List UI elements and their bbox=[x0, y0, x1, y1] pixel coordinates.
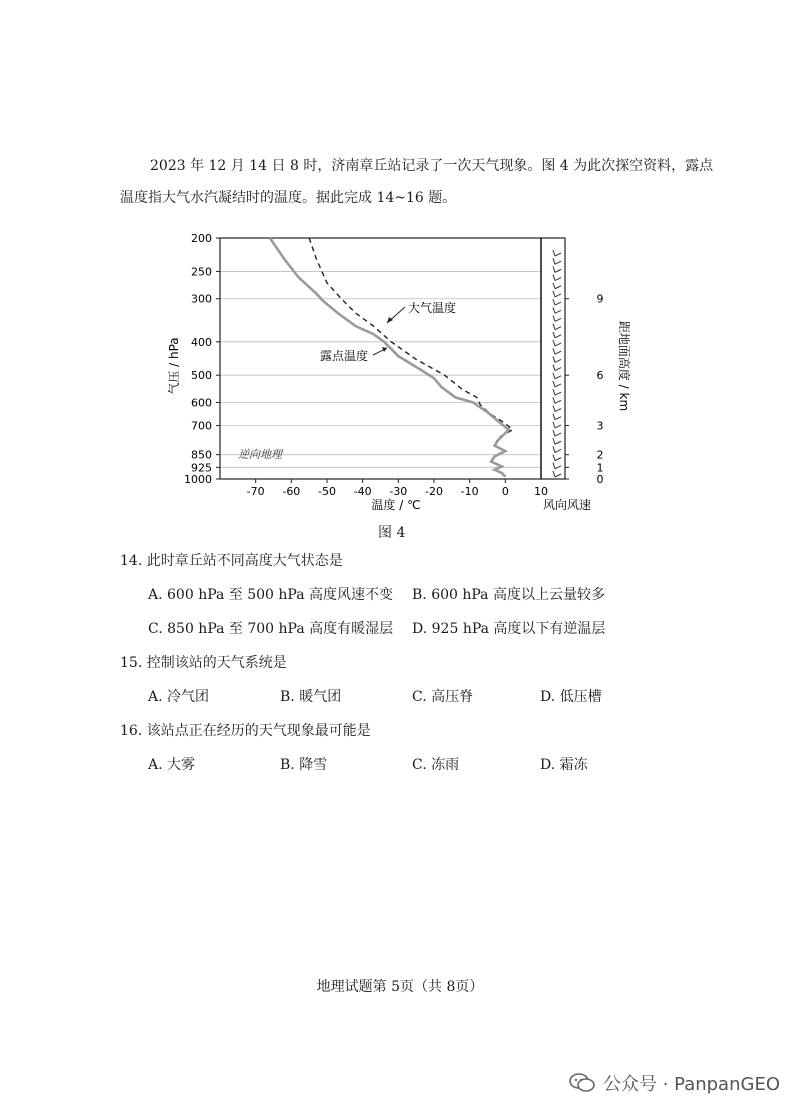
wind-barb-flag bbox=[555, 310, 561, 313]
x-tick-label: -50 bbox=[318, 485, 336, 498]
x-tick-label: -70 bbox=[246, 485, 265, 498]
y-tick-label: 400 bbox=[191, 335, 212, 349]
x-tick-layer bbox=[247, 479, 509, 498]
wind-barb-flag bbox=[555, 335, 561, 338]
wind-barb-flag bbox=[555, 417, 561, 420]
option-letter: B. bbox=[280, 689, 295, 705]
wind-barb-staff bbox=[553, 258, 555, 264]
watermark bbox=[569, 1070, 780, 1096]
wind-barb-staff bbox=[553, 430, 555, 436]
wind-barb-staff bbox=[553, 397, 555, 403]
wind-barb bbox=[553, 332, 561, 338]
height-tick-label: 3 bbox=[596, 419, 604, 433]
wind-barb-flag bbox=[555, 286, 561, 289]
wind-barb-staff bbox=[553, 438, 555, 444]
wind-barb-flag bbox=[555, 449, 561, 452]
wind-barb bbox=[553, 455, 561, 461]
series-dewpoint bbox=[270, 238, 509, 477]
wind-barb-flag bbox=[555, 294, 561, 297]
question-number: 15. bbox=[120, 655, 143, 671]
label-dewpoint: 露点温度 bbox=[320, 349, 369, 363]
wind-barb-staff bbox=[553, 340, 555, 346]
y-tick-label: 300 bbox=[191, 292, 212, 306]
figure-caption: 图 4 bbox=[378, 525, 406, 541]
wind-barb-flag bbox=[555, 368, 561, 371]
wind-barb bbox=[553, 275, 561, 281]
x-tick-label: -60 bbox=[282, 485, 301, 498]
height-tick-label: 0 bbox=[596, 473, 604, 486]
wind-barb-staff bbox=[553, 275, 555, 281]
wind-barb bbox=[553, 406, 561, 412]
y-tick-label: 925 bbox=[191, 461, 212, 475]
wind-barb-flag bbox=[555, 302, 561, 305]
wind-barb-staff bbox=[553, 307, 555, 313]
option-letter: C. bbox=[148, 621, 163, 637]
wind-barb bbox=[553, 315, 561, 321]
wind-barb bbox=[553, 250, 561, 256]
q15-option-d[interactable] bbox=[540, 686, 602, 706]
wind-barb-flag bbox=[555, 458, 561, 461]
question-15-stem bbox=[120, 652, 287, 672]
wind-barb-staff bbox=[553, 365, 555, 371]
option-letter: B. bbox=[412, 587, 427, 603]
wind-barb bbox=[553, 471, 561, 477]
q14-option-d[interactable] bbox=[412, 618, 605, 638]
q16-option-b[interactable] bbox=[280, 754, 327, 774]
wind-barb-staff bbox=[553, 381, 555, 387]
wind-barb-flag bbox=[555, 351, 561, 354]
wind-barb-flag bbox=[555, 425, 561, 428]
plot-frame bbox=[220, 238, 541, 479]
option-text: 高压脊 bbox=[431, 689, 474, 705]
q15-option-b[interactable] bbox=[280, 686, 341, 706]
wind-barb-staff bbox=[553, 315, 555, 321]
y-tick-label: 200 bbox=[191, 232, 212, 245]
option-text: 霜冻 bbox=[559, 757, 588, 773]
option-text: 600 hPa 至 500 hPa 高度风速不变 bbox=[167, 587, 394, 603]
option-letter: A. bbox=[148, 689, 163, 705]
q15-option-a[interactable] bbox=[148, 686, 209, 706]
wind-barb-flag bbox=[555, 409, 561, 412]
wind-barb-staff bbox=[553, 266, 555, 272]
option-letter: C. bbox=[412, 689, 427, 705]
wind-barb-staff bbox=[553, 446, 555, 452]
wind-barb-flag bbox=[555, 433, 561, 436]
option-text: 925 hPa 高度以下有逆温层 bbox=[431, 621, 606, 637]
wind-barb-staff bbox=[553, 348, 555, 354]
wind-barb bbox=[553, 340, 561, 346]
q15-option-c[interactable] bbox=[412, 686, 473, 706]
wind-barb-flag bbox=[555, 253, 561, 256]
y-tick-label: 250 bbox=[191, 265, 212, 279]
question-text: 此时章丘站不同高度大气状态是 bbox=[146, 553, 343, 569]
wind-barb bbox=[553, 365, 561, 371]
option-text: 600 hPa 高度以上云量较多 bbox=[431, 587, 605, 603]
x-axis-label: 温度 / ℃ bbox=[371, 498, 421, 512]
wind-barb-flag bbox=[555, 384, 561, 387]
wind-barb bbox=[553, 291, 561, 297]
wind-barb bbox=[553, 324, 561, 330]
wind-barb-staff bbox=[553, 250, 555, 256]
y-tick-layer bbox=[184, 232, 220, 486]
wind-barb-staff bbox=[553, 463, 555, 469]
option-letter: D. bbox=[540, 757, 556, 773]
wind-barb-flag bbox=[555, 343, 561, 346]
wind-barb-flag bbox=[555, 400, 561, 403]
x-tick-label: -10 bbox=[460, 485, 479, 498]
wind-barb-flag bbox=[555, 441, 561, 444]
option-text: 低压槽 bbox=[559, 689, 602, 705]
x-tick-label: -40 bbox=[353, 485, 372, 498]
wind-barb bbox=[553, 438, 561, 444]
wind-barb-flag bbox=[555, 474, 561, 477]
option-text: 冷气团 bbox=[167, 689, 210, 705]
wind-barb-staff bbox=[553, 356, 555, 362]
wind-barb bbox=[553, 446, 561, 452]
y-tick-label: 600 bbox=[191, 396, 212, 410]
wind-barb-flag bbox=[555, 327, 561, 330]
wind-barb-flag bbox=[555, 318, 561, 321]
question-number: 14. bbox=[120, 553, 143, 569]
wind-barb-layer bbox=[553, 250, 561, 477]
wind-barb bbox=[553, 299, 561, 305]
wind-barb-flag bbox=[555, 359, 561, 362]
wind-barb bbox=[553, 397, 561, 403]
q14-option-b[interactable] bbox=[412, 584, 605, 604]
height-tick-label: 6 bbox=[596, 369, 604, 383]
height-axis-label: 距地面高度 / km bbox=[617, 320, 631, 412]
option-letter: D. bbox=[412, 621, 428, 637]
q16-option-a[interactable] bbox=[148, 754, 195, 774]
wind-barb-staff bbox=[553, 291, 555, 297]
wind-panel-label: 风向风速 bbox=[542, 498, 592, 512]
option-letter: C. bbox=[412, 757, 427, 773]
question-text: 控制该站的天气系统是 bbox=[146, 655, 287, 671]
sounding-chart bbox=[160, 224, 640, 516]
height-tick-label: 1 bbox=[596, 461, 604, 475]
wind-barb-flag bbox=[555, 392, 561, 395]
wind-barb bbox=[553, 266, 561, 272]
q16-option-c[interactable] bbox=[412, 754, 459, 774]
wind-barb-staff bbox=[553, 406, 555, 412]
option-letter: D. bbox=[540, 689, 556, 705]
wind-barb bbox=[553, 356, 561, 362]
wind-barb-staff bbox=[553, 324, 555, 330]
wind-barb bbox=[553, 430, 561, 436]
x-tick-label: -30 bbox=[389, 485, 408, 498]
wind-barb-staff bbox=[553, 389, 555, 395]
option-letter: A. bbox=[148, 757, 163, 773]
option-letter: B. bbox=[280, 757, 295, 773]
q14-option-a[interactable] bbox=[148, 584, 393, 604]
wind-barb bbox=[553, 373, 561, 379]
x-tick-label: -20 bbox=[425, 485, 443, 498]
height-axis-layer bbox=[565, 293, 604, 486]
option-text: 暖气团 bbox=[299, 689, 342, 705]
x-tick-label: 0 bbox=[501, 485, 509, 498]
wind-barb bbox=[553, 258, 561, 264]
y-axis-label: 气压 / hPa bbox=[167, 337, 181, 395]
wind-barb-staff bbox=[553, 455, 555, 461]
wind-barb bbox=[553, 348, 561, 354]
wind-panel-frame bbox=[541, 238, 565, 479]
wind-barb-flag bbox=[555, 278, 561, 281]
y-tick-label: 500 bbox=[191, 369, 212, 383]
wind-barb bbox=[553, 307, 561, 313]
wind-barb bbox=[553, 463, 561, 469]
option-text: 850 hPa 至 700 hPa 高度有暖湿层 bbox=[167, 621, 394, 637]
wind-barb-staff bbox=[553, 414, 555, 420]
y-tick-label: 1000 bbox=[184, 473, 212, 486]
wind-barb bbox=[553, 422, 561, 428]
wind-barb-flag bbox=[555, 261, 561, 264]
wind-barb bbox=[553, 283, 561, 289]
page-footer: 地理试题第 5页（共 8页） bbox=[316, 979, 484, 995]
label-air-temperature: 大气温度 bbox=[408, 301, 457, 315]
y-tick-label: 850 bbox=[191, 448, 212, 462]
option-text: 大雾 bbox=[167, 757, 196, 773]
option-letter: A. bbox=[148, 587, 163, 603]
grid-layer bbox=[220, 271, 541, 467]
dew-label-arrow bbox=[382, 347, 387, 352]
q14-option-c[interactable] bbox=[148, 618, 393, 638]
wind-barb-flag bbox=[555, 376, 561, 379]
question-14-stem bbox=[120, 550, 343, 570]
wind-barb bbox=[553, 414, 561, 420]
wind-panel-tick: 10 bbox=[534, 485, 548, 498]
q16-option-d[interactable] bbox=[540, 754, 588, 774]
watermark-text: 公众号 · PanpanGEO bbox=[602, 1074, 780, 1095]
wind-barb-staff bbox=[553, 299, 555, 305]
y-tick-label: 700 bbox=[191, 419, 212, 433]
wind-barb bbox=[553, 381, 561, 387]
wind-barb-staff bbox=[553, 471, 555, 477]
wind-barb bbox=[553, 389, 561, 395]
question-16-stem bbox=[120, 720, 371, 740]
question-text: 该站点正在经历的天气现象最可能是 bbox=[146, 723, 371, 739]
intro-paragraph: 2023 年 12 月 14 日 8 时，济南章丘站记录了一次天气现象。图 4 为此次探空资料，露点温度指大气水汽凝结时的温度。据此完成 14~16 题。 bbox=[120, 158, 714, 206]
height-tick-label: 2 bbox=[596, 448, 604, 462]
wechat-icon bbox=[569, 1073, 595, 1093]
option-text: 冻雨 bbox=[431, 757, 460, 773]
wind-barb-flag bbox=[555, 269, 561, 272]
handwritten-note: 逆向地理 bbox=[238, 448, 282, 461]
wind-barb-staff bbox=[553, 332, 555, 338]
option-text: 降雪 bbox=[299, 757, 328, 773]
question-number: 16. bbox=[120, 723, 143, 739]
wind-barb-staff bbox=[553, 283, 555, 289]
height-tick-label: 9 bbox=[596, 292, 604, 306]
wind-barb-flag bbox=[555, 466, 561, 469]
wind-barb-staff bbox=[553, 422, 555, 428]
wind-barb-staff bbox=[553, 373, 555, 379]
